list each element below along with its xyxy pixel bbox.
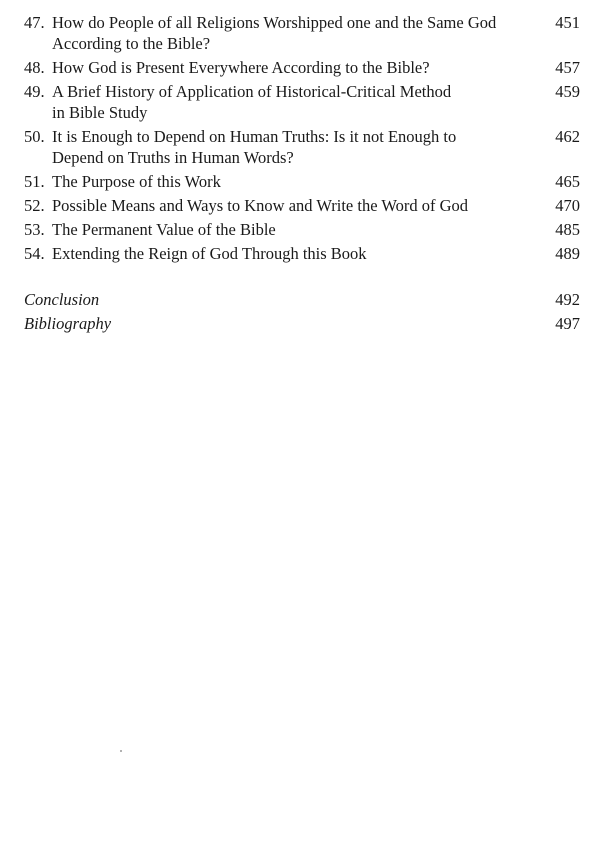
entry-title [52, 81, 540, 123]
entry-title [52, 12, 540, 54]
entry-page-number: 485 [555, 220, 580, 239]
conclusion-page-number: 492 [555, 290, 580, 309]
table-of-contents [24, 12, 580, 267]
entry-number: 48. [24, 58, 45, 77]
entry-page-number: 465 [555, 172, 580, 191]
toc-entry-47[interactable] [24, 12, 580, 54]
entry-page-number: 459 [555, 82, 580, 101]
entry-title-line: According to the Bible? [52, 34, 211, 53]
toc-entry-48[interactable] [24, 57, 580, 78]
entry-title-line: The Permanent Value of the Bible [52, 220, 276, 239]
entry-title-line: in Bible Study [52, 103, 148, 122]
back-matter [24, 289, 580, 337]
entry-title [52, 171, 540, 192]
entry-page-number: 489 [555, 244, 580, 263]
bibliography-label: Bibliography [24, 314, 112, 333]
conclusion-label: Conclusion [24, 290, 100, 309]
entry-number: 49. [24, 82, 45, 101]
entry-number: 54. [24, 244, 45, 263]
entry-title-line: How God is Present Everywhere According to the Bible? [52, 58, 430, 77]
toc-entry-51[interactable] [24, 171, 580, 192]
bibliography-page-number: 497 [555, 314, 580, 333]
entry-title-line: It is Enough to Depend on Human Truths: Is it not Enough to [52, 127, 457, 146]
entry-number: 51. [24, 172, 45, 191]
entry-number: 53. [24, 220, 45, 239]
entry-page-number: 451 [555, 13, 580, 32]
entry-number: 47. [24, 13, 45, 32]
entry-page-number: 462 [555, 127, 580, 146]
entry-title [52, 57, 540, 78]
toc-entry-bibliography[interactable] [24, 313, 580, 335]
toc-entry-54[interactable] [24, 243, 580, 264]
print-speck [120, 750, 122, 752]
toc-entry-49[interactable] [24, 81, 580, 123]
entry-title [52, 243, 540, 264]
entry-title-line: Depend on Truths in Human Words? [52, 148, 294, 167]
entry-page-number: 457 [555, 58, 580, 77]
entry-title [52, 219, 540, 240]
entry-number: 50. [24, 127, 45, 146]
toc-entry-52[interactable] [24, 195, 580, 216]
toc-entry-50[interactable] [24, 126, 580, 168]
entry-page-number: 470 [555, 196, 580, 215]
entry-title [52, 195, 540, 216]
entry-title [52, 126, 540, 168]
entry-number: 52. [24, 196, 45, 215]
entry-title-line: How do People of all Religions Worshipped one and the Same God [52, 13, 497, 32]
entry-title-line: The Purpose of this Work [52, 172, 221, 191]
toc-entry-53[interactable] [24, 219, 580, 240]
entry-title-line: Possible Means and Ways to Know and Write the Word of God [52, 196, 469, 215]
entry-title-line: A Brief History of Application of Historical-Critical Method [52, 82, 452, 101]
entry-title-line: Extending the Reign of God Through this Book [52, 244, 367, 263]
toc-entry-conclusion[interactable] [24, 289, 580, 311]
